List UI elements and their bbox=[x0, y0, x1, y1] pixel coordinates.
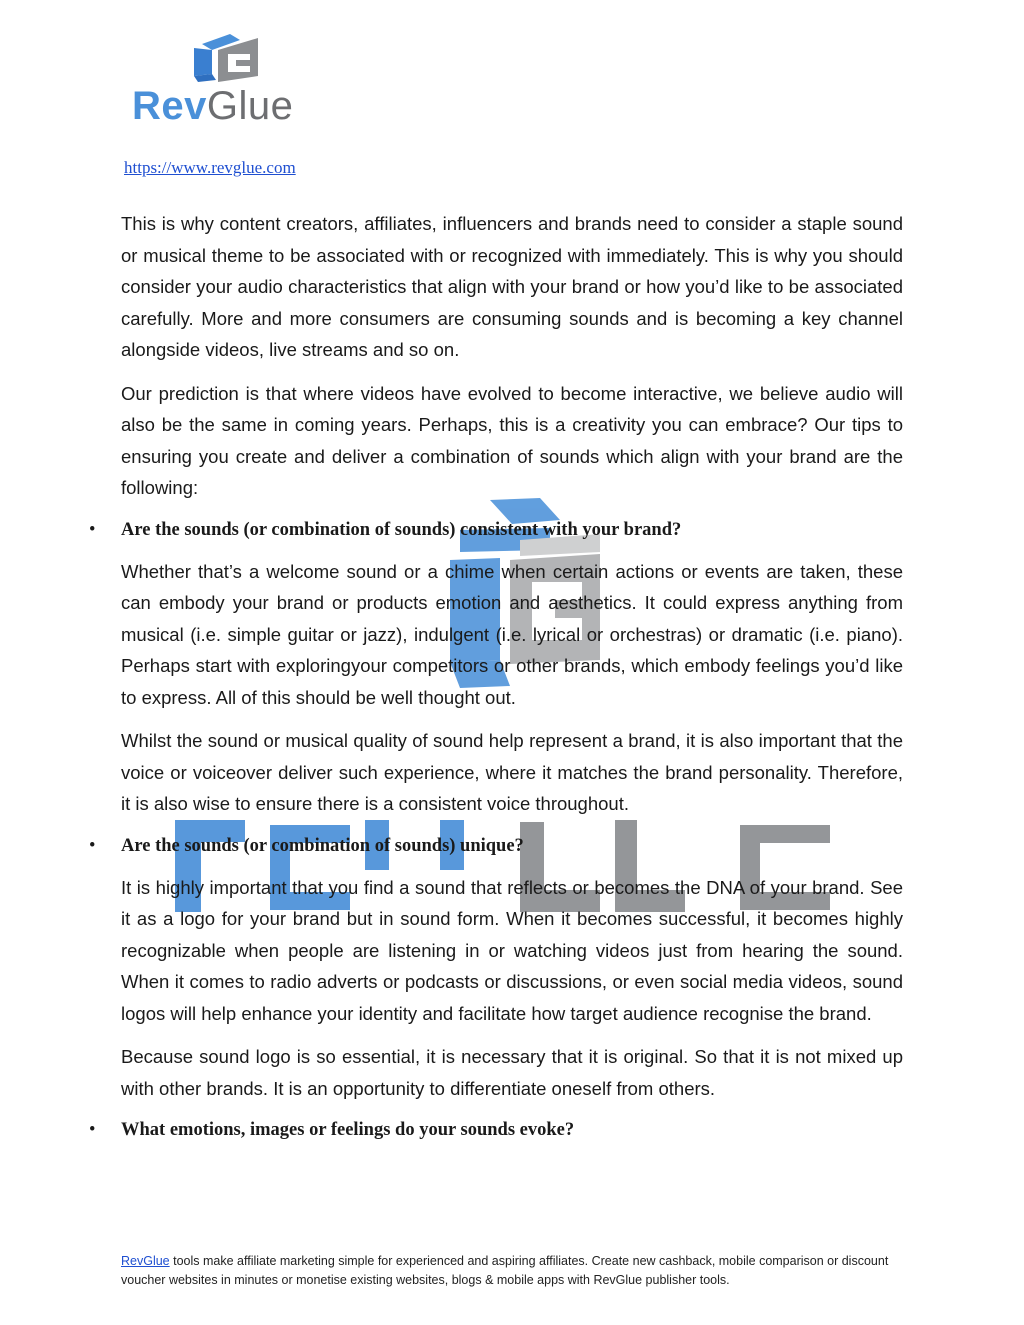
bullet-marker: • bbox=[89, 835, 96, 856]
paragraph: This is why content creators, affiliates, influencers and brands need to consider a staple sound or musical theme to be associated with or recognized with immediately. This is why you should consider your audio characteristics that align with your brand or how you’d like to be associated carefully. More and more consumers are consuming sounds and is becoming a key channel alongside videos, live streams and so on. bbox=[121, 213, 903, 360]
page-footer bbox=[121, 1252, 911, 1290]
logo-rev-text: Rev bbox=[132, 84, 207, 128]
paragraph: Whilst the sound or musical quality of sound help represent a brand, it is also important that the voice or voiceover deliver such experience, where it matches the brand personality. Therefore, it is also wise to ensure there is a consistent voice throughout. bbox=[121, 730, 903, 814]
paragraph: Because sound logo is so essential, it is necessary that it is original. So that it is not mixed up with other brands. It is an opportunity to differentiate oneself from others. bbox=[121, 1046, 903, 1099]
logo-wordmark bbox=[132, 84, 293, 128]
footer-text: tools make affiliate marketing simple for experienced and aspiring affiliates. Create new cashback, mobile comparison or discount voucher websites in minutes or monetise existing websites, blogs & mobile apps with RevGlue publisher tools. bbox=[121, 1254, 889, 1287]
bullet-heading: What emotions, images or feelings do your sounds evoke? bbox=[121, 1120, 575, 1140]
bullet-marker: • bbox=[89, 1120, 96, 1140]
bullet-item bbox=[89, 832, 903, 860]
footer-revglue-link[interactable]: RevGlue bbox=[121, 1254, 170, 1268]
paragraph: Whether that’s a welcome sound or a chime when certain actions or events are taken, these can embody your brand or products emotion and aesthetics. It could express anything from musical (i.e. simple guitar or jazz), indulgent (i.e. lyrical or orchestras) or dramatic (i.e. piano). Perhaps start with exploringyour competitors or other brands, which embody feelings you’d like to express. All of this should be well thought out. bbox=[121, 560, 903, 708]
bullet-heading: Are the sounds (or combination of sounds) consistent with your brand? bbox=[121, 519, 682, 540]
bullet-item bbox=[89, 1116, 903, 1144]
bullet-heading: Are the sounds (or combination of sounds) unique? bbox=[121, 835, 524, 856]
website-link[interactable]: https://www.revglue.com bbox=[124, 158, 296, 177]
logo-glue-text: Glue bbox=[206, 84, 294, 128]
document-body bbox=[89, 208, 903, 1156]
bullet-item bbox=[89, 516, 903, 544]
paragraph: It is highly important that you find a sound that reflects or becomes the DNA of your brand. See it as a logo for your brand but in sound form. When it becomes successful, it becomes highly recognizable when people are listening in or watching videos just from hearing the sound. When it comes to radio adverts or podcasts or discussions, or even social media videos, sound logos will help enhance your identity and facilitate how target audience recognise the brand. bbox=[121, 876, 903, 1024]
paragraph: Our prediction is that where videos have evolved to become interactive, we believe audio will also be the same in coming years. Perhaps, this is a creativity you can embrace? Our tips to ensuring you create and deliver a combination of sounds which align with your brand are the following: bbox=[121, 382, 903, 498]
bullet-marker: • bbox=[89, 519, 96, 540]
